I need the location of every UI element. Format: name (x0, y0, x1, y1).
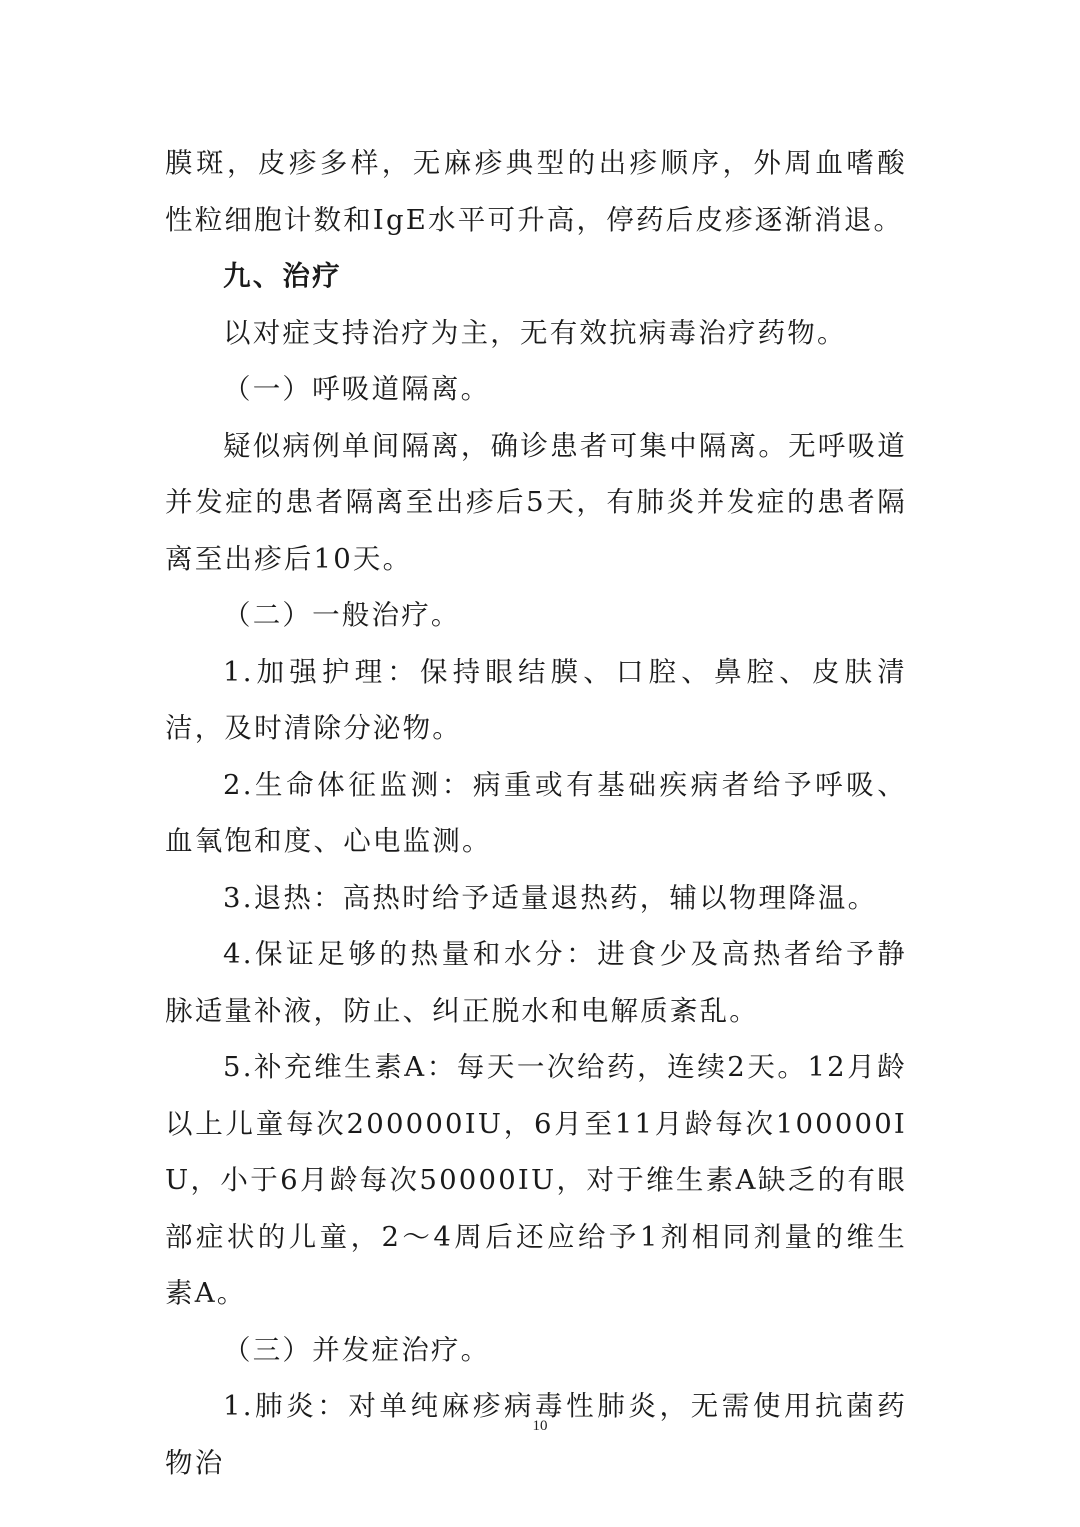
paragraph-pneumonia: 1.肺炎：对单纯麻疹病毒性肺炎，无需使用抗菌药物治 (165, 1390, 907, 1479)
paragraph-treatment-principle: 以对症支持治疗为主，无有效抗病毒治疗药物。 (223, 316, 847, 349)
document-body (165, 135, 907, 1491)
paragraph-continuation: 膜斑，皮疹多样，无麻疹典型的出疹顺序，外周血嗜酸性粒细胞计数和IgE水平可升高，停药后皮疹逐渐消退。 (165, 147, 907, 236)
paragraph-isolation: 疑似病例单间隔离，确诊患者可集中隔离。无呼吸道并发症的患者隔离至出疹后5天，有肺炎并发症的患者隔离至出疹后10天。 (165, 429, 907, 575)
paragraph-vitamin-a: 5.补充维生素A：每天一次给药，连续2天。12月龄以上儿童每次200000IU，6月至11月龄每次100000IU，小于6月龄每次50000IU，对于维生素A缺乏的有眼部症状的儿童，2～4周后还应给予1剂相同剂量的维生素A。 (165, 1051, 907, 1309)
page-number: 10 (532, 1418, 548, 1434)
subheading-respiratory-isolation: （一）呼吸道隔离。 (223, 373, 491, 405)
paragraph-antipyretic: 3.退热：高热时给予适量退热药，辅以物理降温。 (223, 881, 878, 914)
paragraph-fluids: 4.保证足够的热量和水分：进食少及高热者给予静脉适量补液，防止、纠正脱水和电解质紊乱。 (165, 938, 907, 1027)
section-heading-treatment: 九、治疗 (223, 260, 342, 292)
subheading-general-treatment: （二）一般治疗。 (223, 599, 461, 631)
paragraph-nursing: 1.加强护理：保持眼结膜、口腔、鼻腔、皮肤清洁，及时清除分泌物。 (165, 655, 907, 744)
subheading-complications: （三）并发症治疗。 (223, 1333, 491, 1366)
paragraph-vital-signs: 2.生命体征监测：病重或有基础疾病者给予呼吸、血氧饱和度、心电监测。 (165, 768, 907, 857)
